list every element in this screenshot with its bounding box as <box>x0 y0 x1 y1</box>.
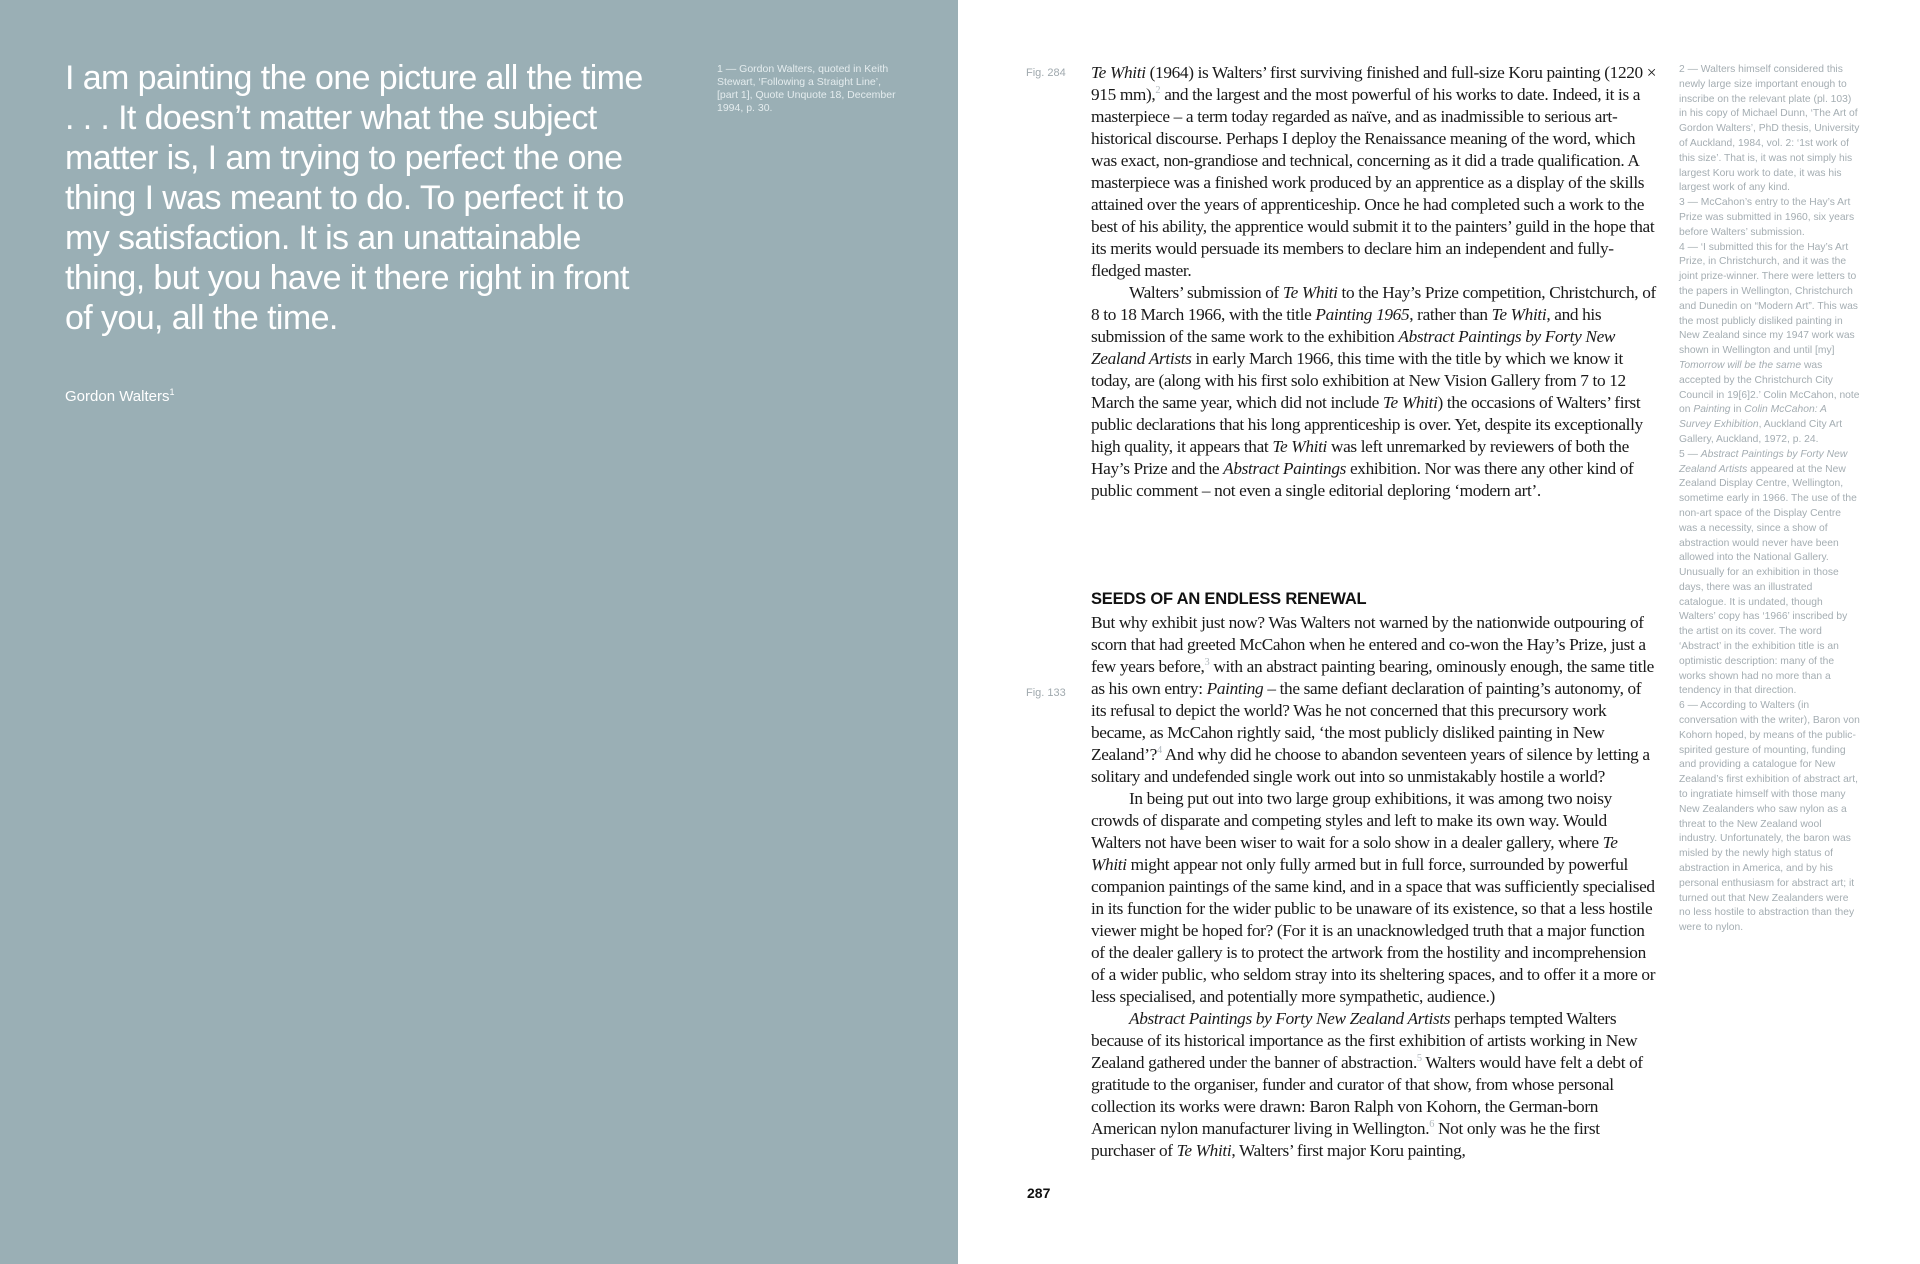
footnote-2: 2 — Walters himself considered this newly large size important enough to inscribe on the relevant plate (pl. 103) in his copy of Michael Dunn, ‘The Art of Gordon Walters’, PhD thesis, University of Auckland, 1984, vol. 2: ‘1st work of this size’. That is, it was not simply his largest Koru work to date, it was his largest work of any kind. <box>1679 64 1860 194</box>
page-number: 287 <box>1027 1185 1051 1201</box>
footnote-3: 3 — McCahon’s entry to the Hay’s Art Prize was submitted in 1960, six years before Walters’ submission. <box>1679 197 1855 238</box>
paragraph-4: In being put out into two large group exhibitions, it was among two noisy crowds of disparate and competing styles and left to make its own way. Would Walters not have been wiser to wait for a solo show in a dealer gallery, where Te Whiti might appear not only fully armed but in full force, surrounded by powerful companion paintings of the same kind, and in a space that was sufficiently specialised in its function for the wider public to be unaware of its existence, so that a less hostile viewer might be hoped for? (For it is an unacknowledged truth that a major function of the dealer gallery is to protect the artwork from the hostility and incomprehension of a wider public, who seldom stray into its sheltering spaces, and to offer it a more or less specialised, and potentially more sympathetic, audience.) <box>1091 789 1656 1006</box>
footnote-marker: 4 <box>1156 745 1162 757</box>
fig-ref-284: Fig. 284 <box>1026 67 1066 79</box>
pull-quote: I am painting the one picture all the time . . . It doesn’t matter what the subject matter is, I am trying to perfect the one thing I was meant to do. To perfect it to my satisfaction. It is an unattainable thing, but you have it there right in front of you, all the time. <box>65 59 643 337</box>
paragraph-5: Abstract Paintings by Forty New Zealand Artists perhaps tempted Walters because of its historical importance as the first exhibition of artists working in New Zealand gathered under the banner of abstraction.$^5$ Walters would have felt a debt of gratitude to the organiser, funder and curator of that show, from whose personal collection its works were drawn: Baron Ralph von Kohorn, the German-born American nylon manufacturer living in Wellington.$^6$ Not only was he the first purchaser of Te Whiti, Walters’ first major Koru painting, <box>1091 1009 1643 1160</box>
left-page <box>0 0 958 1264</box>
left-footnote: 1 — Gordon Walters, quoted in Keith Stewart, ‘Following a Straight Line’, [part 1], Quote Unquote 18, December 1994, p. 30. <box>717 63 896 114</box>
footnote-4: 4 — ‘I submitted this for the Hay’s Art Prize, in Christchurch, and it was the joint prize-winner. There were letters to the papers in Wellington, Christchurch and Dunedin on “Modern Art”. This was the most publicly disliked painting in New Zealand since my 1947 work was shown in Wellington and until [my] Tomorrow will be the same was accepted by the Christchurch City Council in 19[6]2.’ Colin McCahon, note on Painting in Colin McCahon: A Survey Exhibition, Auckland City Art Gallery, Auckland, 1972, p. 24. <box>1679 241 1860 445</box>
footnote-5: 5 — Abstract Paintings by Forty New Zealand Artists appeared at the New Zealand Display Centre, Wellington, sometime early in 1966. The use of the non-art space of the Display Centre was a necessity, since a show of abstraction would never have been allowed into the National Gallery. Unusually for an exhibition in those days, there was an illustrated catalogue. It is undated, though Walters’ copy has ‘1966’ inscribed by the artist on its cover. The word ‘Abstract’ in the exhibition title is an optimistic description: many of the works shown had no more than a tendency in that direction. <box>1679 448 1857 697</box>
footnote-marker: 3 <box>1204 657 1210 669</box>
footnotes-column <box>1679 63 1861 936</box>
paragraph-1: Te Whiti (1964) is Walters’ first surviving finished and full-size Koru painting (1220 × 915 mm),$^2$ and the largest and the most powerful of his works to date. Indeed, it is a masterpiece – a term today regarded as naïve, and as inadmissible to serious art-historical discourse. Perhaps I deploy the Renaissance meaning of the word, which was exact, non-grandiose and technical, concerning as it did a trade qualification. A masterpiece was a finished work produced by an apprentice as a display of the skills attained over the years of apprenticeship. Once he had completed such a work to the best of his ability, the apprentice would submit it to the painters’ guild in the hope that its merits would persuade its members to declare him an independent and fully-fledged master. <box>1091 63 1657 280</box>
paragraph-2: Walters’ submission of Te Whiti to the Hay’s Prize competition, Christchurch, of 8 to 18 March 1966, with the title Painting 1965, rather than Te Whiti, and his submission of the same work to the exhibition Abstract Paintings by Forty New Zealand Artists in early March 1966, this time with the title by which we know it today, are (along with his first solo exhibition at New Vision Gallery from 7 to 12 March the same year, which did not include Te Whiti) the occasions of Walters’ first public declarations that his long apprenticeship is over. Yet, despite its exceptionally high quality, it appears that Te Whiti was left unremarked by reviewers of both the Hay’s Prize and the Abstract Paintings exhibition. Nor was there any other kind of public comment – not even a single editorial deploring ‘modern art’. <box>1091 283 1656 500</box>
quote-author <box>65 388 175 405</box>
body-section-1 <box>1091 62 1657 502</box>
footnote-marker: 5 <box>1416 1053 1422 1065</box>
author-name: Gordon Walters <box>65 388 170 405</box>
footnote-marker: 1 <box>169 387 175 397</box>
section-heading: SEEDS OF AN ENDLESS RENEWAL <box>1091 590 1367 608</box>
body-section-2 <box>1091 612 1657 1162</box>
footnote-marker: 6 <box>1429 1119 1435 1131</box>
fig-ref-133: Fig. 133 <box>1026 687 1066 699</box>
paragraph-3: But why exhibit just now? Was Walters not warned by the nationwide outpouring of scorn that had greeted McCahon when he entered and co-won the Hay’s Prize, just a few years before,$^3$ with an abstract painting bearing, ominously enough, the same title as his own entry: Painting – the same defiant declaration of painting’s autonomy, of its refusal to depict the world? Was he not concerned that this precursory work became, as McCahon rightly said, ‘the most publicly disliked painting in New Zealand’?$^4$ And why did he choose to abandon seventeen years of silence by letting a solitary and undefended single work out into so unmistakably hostile a world? <box>1091 613 1654 786</box>
footnote-marker: 2 <box>1155 85 1161 97</box>
footnote-6: 6 — According to Walters (in conversation with the writer), Baron von Kohorn hoped, by means of the public-spirited gesture of mounting, funding and providing a catalogue for New Zealand’s first exhibition of abstract art, to ingratiate himself with those many New Zealanders who saw nylon as a threat to the New Zealand wool industry. Unfortunately, the baron was misled by the newly high status of abstraction in America, and by his personal enthusiasm for abstract art; it turned out that New Zealanders were no less hostile to abstraction than they were to nylon. <box>1679 700 1860 934</box>
